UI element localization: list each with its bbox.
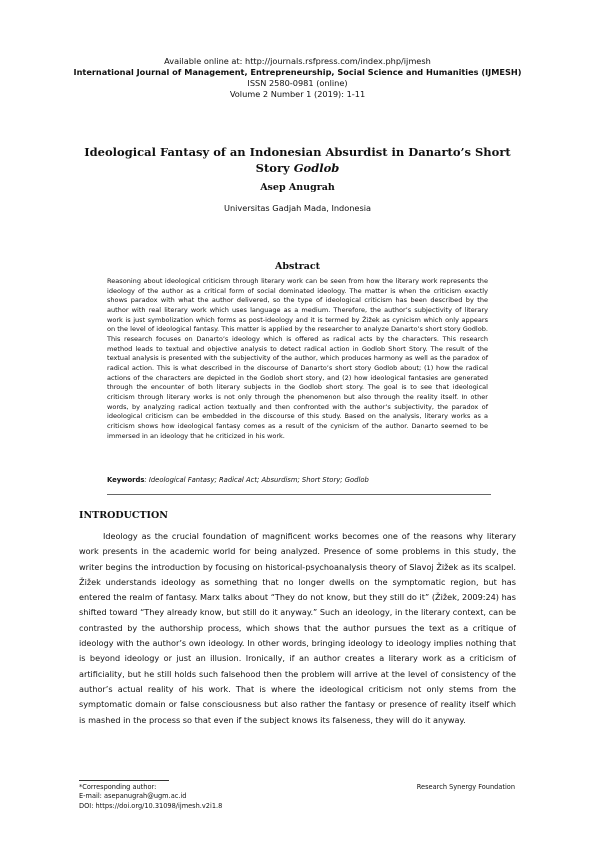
article-title bbox=[80, 144, 515, 176]
journal-name: International Journal of Management, Entrepreneurship, Social Science and Humanities (IJMESH) bbox=[73, 67, 522, 77]
issn-line: ISSN 2580-0981 (online) bbox=[247, 78, 348, 88]
title-italic: Godlob bbox=[293, 161, 340, 175]
abstract-heading: Abstract bbox=[274, 261, 321, 272]
abstract-text: Reasoning about ideological criticism through literary work can be seen from how the literary work represents the ideology of the author as a critical form of social dominated ideology. The matter is when the criticism exactly shows paradox with what the author delivered, so the type of ideological criticism has been described by the author with real literary work which uses language as a medium. Therefore, the author’s subjectivity of literary work is just symbolization which forms as post-ideology and it is termed by Žižek as cynicism which only appears on the level of ideological fantasy. This matter is applied by the researcher to analyze Danarto’s short story Godlob. This research focuses on Danarto’s ideology which is offered as radical acts by the characters. This research method leads to textual and objective analysis to detect radical action in Godlob Short Story. The result of the textual analysis is presented with the subjectivity of the author, which produces harmony as well as the paradox of radical action. This is what described in the discourse of Danarto’s short story Godlob about; (1) how the radical actions of the characters are depicted in the Godlob short story, and (2) how ideological fantasies are generated through the encounter of both literary subjects in the Godlob short story. The goal is to see that ideological criticism through literary works is not only through the phenomenon but also through the reality itself. In other words, by analyzing radical action textually and then confronted with the author’s subjectivity, the paradox of ideological criticism can be embedded in the discourse of this study. Based on the analysis, literary works as a criticism shows how ideological fantasy comes as a result of the cynicism of the author. Danarto seemed to be immersed in an ideology that he criticized in his work. bbox=[107, 277, 488, 440]
section-divider bbox=[107, 494, 491, 495]
author-affiliation: Universitas Gadjah Mada, Indonesia bbox=[223, 203, 372, 213]
publisher-name: Research Synergy Foundation bbox=[416, 783, 515, 791]
title-main: Ideological Fantasy of an Indonesian Absurdist in Danarto’s Short Story bbox=[84, 145, 511, 175]
availability-line: Available online at: http://journals.rsfpress.com/index.php/ijmesh bbox=[164, 56, 431, 66]
keywords-list: : Ideological Fantasy; Radical Act; Absurdism; Short Story; Godlob bbox=[144, 476, 369, 484]
doi-link[interactable]: DOI: https://doi.org/10.31098/ijmesh.v2i1.8 bbox=[79, 801, 223, 810]
keywords-label: Keywords bbox=[107, 476, 145, 484]
volume-line: Volume 2 Number 1 (2019): 1-11 bbox=[229, 89, 366, 99]
keywords-line bbox=[107, 476, 488, 484]
introduction-text: Ideology as the crucial foundation of magnificent works becomes one of the reasons why literary work presents in the academic world for being analyzed. Presence of some problems in this study, the writer begins the introduction by focusing on historical-psychoanalysis theory of Slavoj Žižek as its scalpel. Žižek understands ideology as something that no longer dwells on the symptomatic region, but has entered the realm of fantasy. Marx talks about “They do not know, but they still do it” (Žižek, 2009:24) has shifted toward “They already know, but still do it anyway.” Such an ideology, in the literary context, can be contrasted by the authorship process, which shows that the author pursues the text as a critique of ideology with the author’s own ideology. In other words, bringing ideology to ideology implies nothing that is beyond ideology or just an illusion. Ironically, if an author creates a literary work as a criticism of artificiality, but he still holds such falsehood then the problem will arrive at the level of consistency of the author’s actual reality of his work. That is where the ideological criticism not only stems from the symptomatic domain or false consciousness but also rather the fantasy or presence of reality itself which is mashed in the process so that even if the subject knows its falseness, they will do it anyway. bbox=[79, 531, 516, 725]
author-name: Asep Anugrah bbox=[260, 182, 335, 193]
footnote bbox=[79, 783, 222, 811]
footnote-divider bbox=[79, 780, 169, 781]
author-email: E-mail: asepanugrah@ugm.ac.id bbox=[79, 792, 187, 801]
introduction-heading: INTRODUCTION bbox=[79, 510, 168, 521]
corresponding-author: *Corresponding author: bbox=[79, 783, 157, 791]
